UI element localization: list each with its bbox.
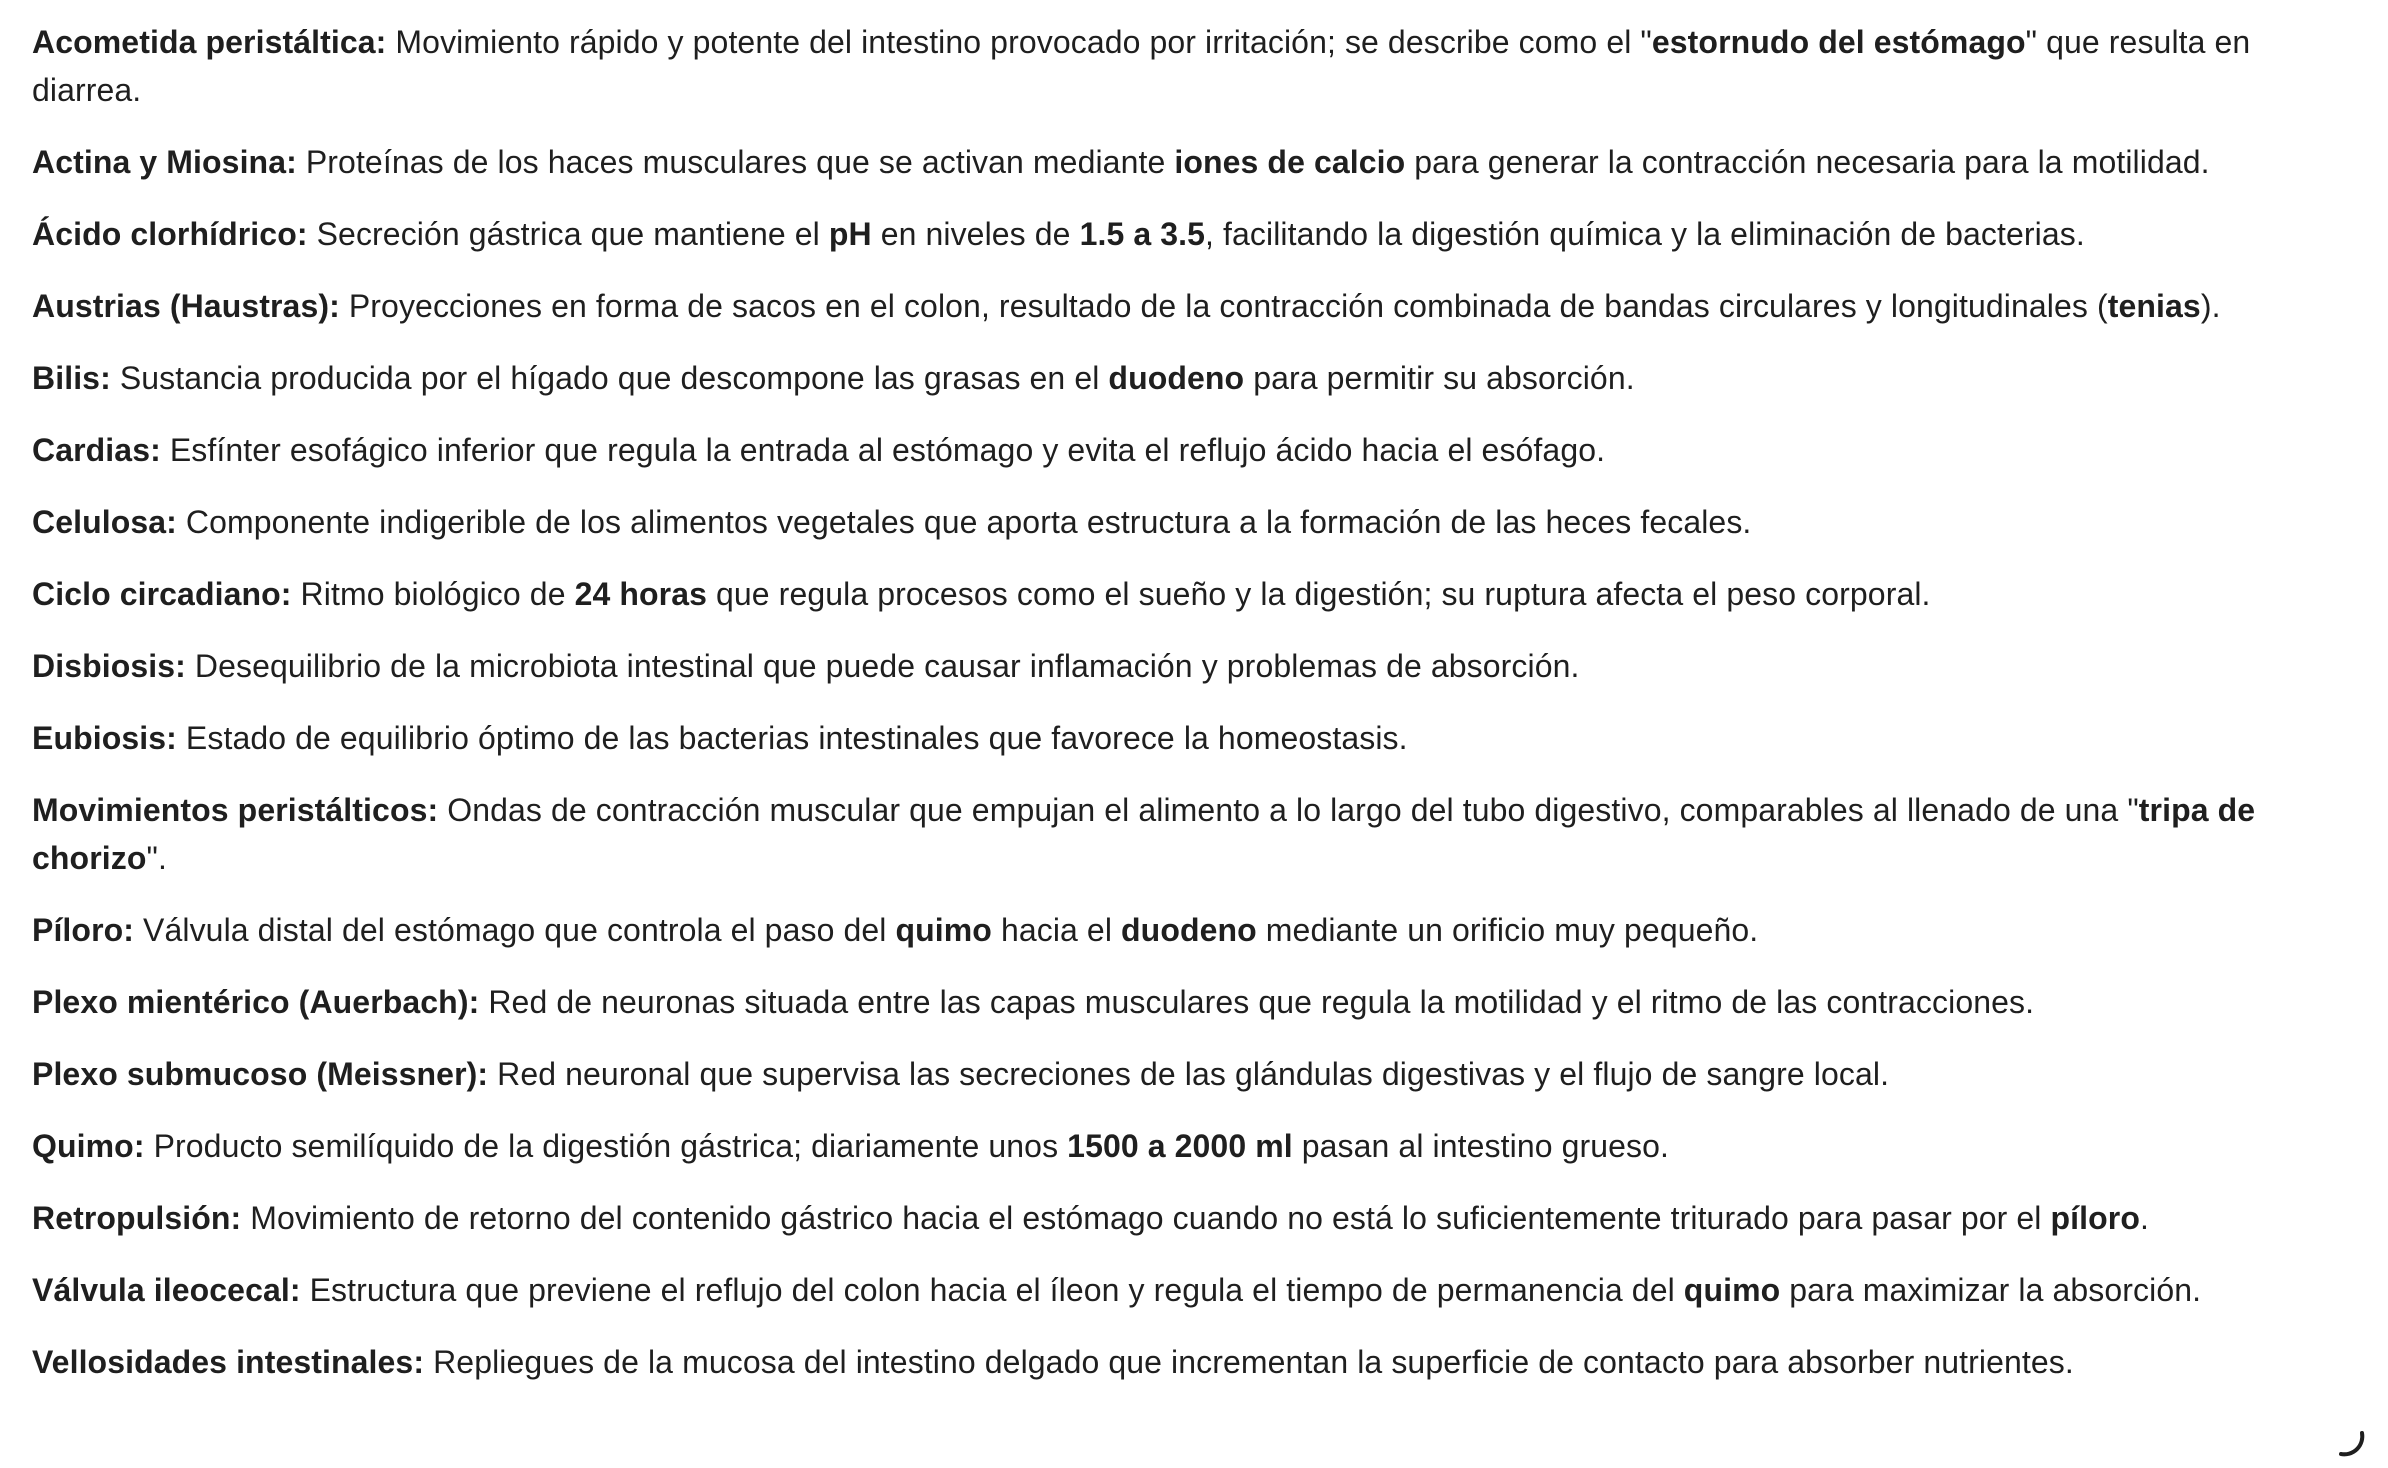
emphasis-text: duodeno: [1121, 912, 1257, 948]
definition-text: Secreción gástrica que mantiene el: [307, 216, 829, 252]
glossary-entry: [32, 138, 2362, 186]
glossary-term: Quimo:: [32, 1128, 145, 1164]
glossary-entry: [32, 1194, 2362, 1242]
emphasis-text: 24 horas: [574, 576, 708, 612]
definition-text: para generar la contracción necesaria para la motilidad.: [1405, 144, 2210, 180]
glossary-entry: [32, 1266, 2362, 1314]
glossary-term: Ciclo circadiano:: [32, 576, 292, 612]
emphasis-text: iones de calcio: [1174, 144, 1406, 180]
loading-spinner-icon: [2336, 1428, 2366, 1458]
emphasis-text: quimo: [895, 912, 992, 948]
definition-text: Proteínas de los haces musculares que se activan mediante: [296, 144, 1175, 180]
glossary-term: Píloro:: [32, 912, 135, 948]
definition-text: Producto semilíquido de la digestión gástrica; diariamente unos: [144, 1128, 1068, 1164]
glossary-term: Ácido clorhídrico:: [32, 216, 308, 252]
definition-text: Sustancia producida por el hígado que descompone las grasas en el: [110, 360, 1109, 396]
glossary-entry: [32, 426, 2362, 474]
definition-text: Movimiento de retorno del contenido gástrico hacia el estómago cuando no está lo suficientemente triturado para pasar por el: [241, 1200, 2051, 1236]
glossary-entry: [32, 210, 2362, 258]
emphasis-text: píloro: [2050, 1200, 2140, 1236]
definition-text: Esfínter esofágico inferior que regula la entrada al estómago y evita el reflujo ácido hacia el esófago.: [160, 432, 1606, 468]
definition-text: Repliegues de la mucosa del intestino delgado que incrementan la superficie de contacto para absorber nutrientes.: [424, 1344, 2074, 1380]
glossary-term: Plexo mientérico (Auerbach):: [32, 984, 480, 1020]
glossary-term: Plexo submucoso (Meissner):: [32, 1056, 489, 1092]
glossary-list: [32, 18, 2362, 1410]
glossary-entry: [32, 1050, 2362, 1098]
emphasis-text: duodeno: [1108, 360, 1245, 396]
glossary-entry: [32, 282, 2362, 330]
glossary-term: Retropulsión:: [32, 1200, 242, 1236]
glossary-entry: [32, 18, 2362, 114]
definition-text: Proyecciones en forma de sacos en el colon, resultado de la contracción combinada de bandas circulares y longitudinales (: [339, 288, 2108, 324]
definition-text: Estado de equilibrio óptimo de las bacterias intestinales que favorece la homeostasis.: [176, 720, 1408, 756]
glossary-term: Válvula ileocecal:: [32, 1272, 301, 1308]
emphasis-text: 1500 a 2000 ml: [1067, 1128, 1293, 1164]
glossary-term: Actina y Miosina:: [32, 144, 297, 180]
glossary-term: Celulosa:: [32, 504, 177, 540]
glossary-entry: [32, 978, 2362, 1026]
emphasis-text: tenias: [2107, 288, 2201, 324]
glossary-entry: [32, 906, 2362, 954]
definition-text: hacia el: [991, 912, 1122, 948]
definition-text: " que resulta en diarrea.: [32, 24, 2251, 108]
glossary-entry: [32, 1338, 2362, 1386]
definition-text: mediante un orificio muy pequeño.: [1256, 912, 1759, 948]
glossary-entry: [32, 1122, 2362, 1170]
definition-text: en niveles de: [871, 216, 1080, 252]
definition-text: ).: [2200, 288, 2221, 324]
glossary-term: Eubiosis:: [32, 720, 177, 756]
glossary-entry: [32, 498, 2362, 546]
emphasis-text: tripa de chorizo: [32, 792, 2256, 876]
definition-text: Estructura que previene el reflujo del colon hacia el íleon y regula el tiempo de permanencia del: [300, 1272, 1684, 1308]
definition-text: Componente indigerible de los alimentos vegetales que aporta estructura a la formación de las heces fecales.: [176, 504, 1752, 540]
glossary-term: Acometida peristáltica:: [32, 24, 387, 60]
glossary-entry: [32, 786, 2362, 882]
definition-text: .: [2140, 1200, 2149, 1236]
definition-text: ".: [146, 840, 167, 876]
definition-text: Ritmo biológico de: [291, 576, 575, 612]
emphasis-text: 1.5 a 3.5: [1079, 216, 1206, 252]
definition-text: Ondas de contracción muscular que empujan el alimento a lo largo del tubo digestivo, comparables al llenado de una ": [438, 792, 2139, 828]
glossary-term: Cardias:: [32, 432, 161, 468]
glossary-term: Austrias (Haustras):: [32, 288, 340, 324]
definition-text: para maximizar la absorción.: [1780, 1272, 2202, 1308]
glossary-entry: [32, 354, 2362, 402]
glossary-term: Disbiosis:: [32, 648, 186, 684]
glossary-entry: [32, 570, 2362, 618]
emphasis-text: estornudo del estómago: [1651, 24, 2026, 60]
glossary-entry: [32, 714, 2362, 762]
definition-text: que regula procesos como el sueño y la digestión; su ruptura afecta el peso corporal.: [707, 576, 1931, 612]
definition-text: , facilitando la digestión química y la eliminación de bacterias.: [1205, 216, 2085, 252]
glossary-entry: [32, 642, 2362, 690]
definition-text: pasan al intestino grueso.: [1292, 1128, 1670, 1164]
emphasis-text: quimo: [1683, 1272, 1781, 1308]
definition-text: Red de neuronas situada entre las capas musculares que regula la motilidad y el ritmo de las contracciones.: [479, 984, 2035, 1020]
definition-text: Válvula distal del estómago que controla el paso del: [134, 912, 896, 948]
emphasis-text: pH: [828, 216, 872, 252]
definition-text: para permitir su absorción.: [1244, 360, 1635, 396]
definition-text: Movimiento rápido y potente del intestino provocado por irritación; se describe como el ": [386, 24, 1652, 60]
glossary-term: Vellosidades intestinales:: [32, 1344, 425, 1380]
glossary-term: Bilis:: [32, 360, 111, 396]
definition-text: Red neuronal que supervisa las secreciones de las glándulas digestivas y el flujo de sangre local.: [488, 1056, 1890, 1092]
glossary-term: Movimientos peristálticos:: [32, 792, 439, 828]
definition-text: Desequilibrio de la microbiota intestinal que puede causar inflamación y problemas de absorción.: [185, 648, 1580, 684]
